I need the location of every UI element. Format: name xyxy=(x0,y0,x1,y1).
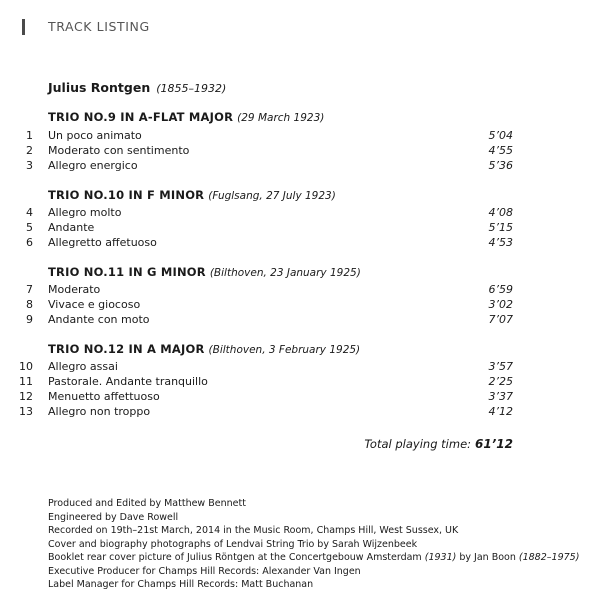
track-number: 13 xyxy=(19,405,33,418)
track-duration: 3’57 xyxy=(488,360,513,373)
track-number: 2 xyxy=(26,144,33,157)
work-title xyxy=(48,342,360,356)
work-name: TRIO NO.9 IN A-FLAT MAJOR xyxy=(48,110,234,124)
track-duration: 3’37 xyxy=(488,390,513,403)
track-row xyxy=(0,129,599,144)
booklet-year: (1931) xyxy=(424,552,457,563)
credits xyxy=(48,497,579,592)
credit-line xyxy=(48,551,579,565)
track-duration: 2’25 xyxy=(488,375,513,388)
track-row xyxy=(0,405,599,420)
work-title xyxy=(48,110,324,124)
credit-line: Recorded on 19th–21st March, 2014 in the Music Room, Champs Hill, West Sussex, UK xyxy=(48,525,459,536)
track-duration: 6’59 xyxy=(488,283,513,296)
track-row xyxy=(0,236,599,251)
credit-line: Executive Producer for Champs Hill Records: Alexander Van Ingen xyxy=(48,565,361,577)
track-row xyxy=(0,144,599,159)
credit-line: Cover and biography photographs of Lendvai String Trio by Sarah Wijzenbeek xyxy=(48,538,418,550)
track-number: 3 xyxy=(26,159,33,172)
track-row xyxy=(0,298,599,313)
track-number: 5 xyxy=(26,221,33,234)
track-number: 12 xyxy=(19,390,33,403)
track-title: Moderato con sentimento xyxy=(48,144,190,157)
total-label: Total playing time: xyxy=(364,437,472,451)
track-row xyxy=(0,313,599,328)
total-playing-time xyxy=(200,437,513,451)
work-detail: (Bilthoven, 3 February 1925) xyxy=(208,344,361,356)
work-detail: (Fuglsang, 27 July 1923) xyxy=(208,190,336,202)
page-title: TRACK LISTING xyxy=(48,19,150,34)
track-row xyxy=(0,375,599,390)
track-number: 8 xyxy=(26,298,33,311)
track-title: Menuetto affettuoso xyxy=(48,390,160,403)
track-title: Allegro non troppo xyxy=(48,405,151,418)
track-title: Moderato xyxy=(48,283,101,296)
track-duration: 4’12 xyxy=(488,405,513,418)
track-duration: 3’02 xyxy=(488,298,513,311)
track-title: Vivace e giocoso xyxy=(48,298,141,311)
work-title xyxy=(48,188,336,202)
track-row xyxy=(0,283,599,298)
total-value: 61’12 xyxy=(475,437,513,451)
track-title: Allegro assai xyxy=(48,360,118,373)
track-row xyxy=(0,390,599,405)
composer-dates: (1855–1932) xyxy=(156,82,227,95)
header-bar xyxy=(22,19,25,35)
track-duration: 5’15 xyxy=(488,221,513,234)
credit-line: Label Manager for Champs Hill Records: Matt Buchanan xyxy=(48,579,314,590)
track-number: 6 xyxy=(26,236,33,249)
track-duration: 4’55 xyxy=(488,144,513,157)
track-number: 1 xyxy=(26,129,33,142)
work-detail: (29 March 1923) xyxy=(237,112,325,124)
work-title xyxy=(48,265,361,279)
track-number: 4 xyxy=(26,206,33,219)
credit-line: Engineered by Dave Rowell xyxy=(48,511,179,523)
track-duration: 7’07 xyxy=(488,313,513,326)
work-name: TRIO NO.11 IN G MINOR xyxy=(48,265,206,279)
booklet-artist-dates: (1882–1975) xyxy=(518,552,580,563)
work-name: TRIO NO.12 IN A MAJOR xyxy=(48,342,205,356)
booklet-text: Booklet rear cover picture of Julius Röntgen at the Concertgebouw Amsterdam xyxy=(48,552,422,563)
work-name: TRIO NO.10 IN F MINOR xyxy=(48,188,205,202)
track-duration: 5’36 xyxy=(488,159,513,172)
track-duration: 5’04 xyxy=(488,129,513,142)
track-row xyxy=(0,159,599,174)
work-detail: (Bilthoven, 23 January 1925) xyxy=(209,267,361,279)
booklet-artist: by Jan Boon xyxy=(459,552,516,563)
track-title: Andante con moto xyxy=(48,313,150,326)
track-title: Un poco animato xyxy=(48,129,142,142)
composer-name: Julius Rontgen xyxy=(48,80,151,95)
track-title: Andante xyxy=(48,221,95,234)
track-row xyxy=(0,206,599,221)
track-title: Allegretto affetuoso xyxy=(48,236,157,249)
credit-line: Produced and Edited by Matthew Bennett xyxy=(48,498,246,509)
track-row xyxy=(0,360,599,375)
track-duration: 4’08 xyxy=(488,206,513,219)
track-duration: 4’53 xyxy=(488,236,513,249)
track-row xyxy=(0,221,599,236)
composer-heading xyxy=(48,80,226,95)
track-number: 11 xyxy=(19,375,33,388)
track-number: 9 xyxy=(26,313,33,326)
track-number: 7 xyxy=(26,283,33,296)
track-title: Allegro energico xyxy=(48,159,138,172)
track-number: 10 xyxy=(19,360,33,373)
track-title: Allegro molto xyxy=(48,206,122,219)
track-title: Pastorale. Andante tranquillo xyxy=(48,375,208,388)
